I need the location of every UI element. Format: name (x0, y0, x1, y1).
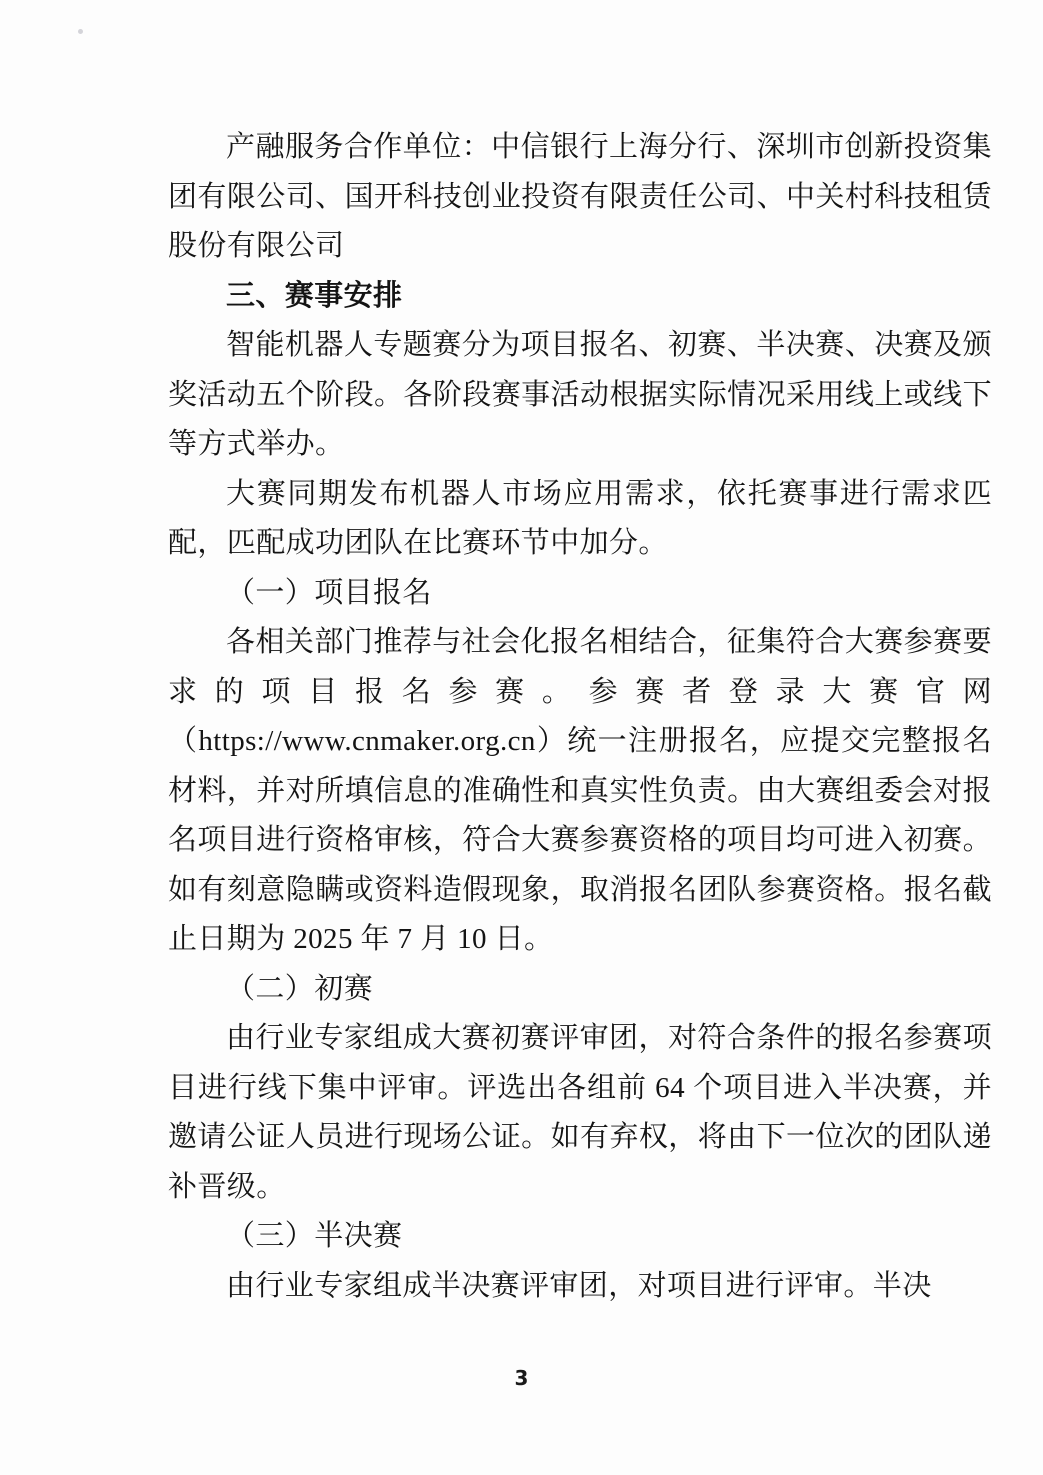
body-paragraph-registration: 各相关部门推荐与社会化报名相结合，征集符合大赛参赛要求的项目报名参赛。参赛者登录大赛官网（https://www.cnmaker.org.cn）统一注册报名，应提交完整报名材料，并对所填信息的准确性和真实性负责。由大赛组委会对报名项目进行资格审核，符合大赛参赛资格的项目均可进入初赛。如有刻意隐瞒或资料造假现象，取消报名团队参赛资格。报名截止日期为 2025 年 7 月 10 日。 (168, 626, 992, 955)
section-heading-3-event-arrangement: 三、赛事安排 (226, 279, 403, 312)
body-paragraph-semifinal: 由行业专家组成半决赛评审团，对项目进行评审。半决 (226, 1269, 932, 1302)
body-paragraph-finance-partners: 产融服务合作单位：中信银行上海分行、深圳市创新投资集团有限公司、国开科技创业投资有限责任公司、中关村科技租赁股份有限公司 (168, 131, 992, 262)
subsection-heading-2-preliminary: （二）初赛 (226, 972, 374, 1005)
subsection-heading-1-registration: （一）项目报名 (226, 576, 432, 609)
subsection-heading-3-semifinal: （三）半决赛 (226, 1220, 403, 1252)
body-paragraph-preliminary: 由行业专家组成大赛初赛评审团，对符合条件的报名参赛项目进行线下集中评审。评选出各组前 64 个项目进入半决赛，并邀请公证人员进行现场公证。如有弃权，将由下一位次的团队递补晋级。 (168, 1022, 992, 1203)
document-text-block (168, 123, 992, 1311)
scan-artifact-speck (78, 29, 83, 34)
body-paragraph-market-demand: 大赛同期发布机器人市场应用需求，依托赛事进行需求匹配，匹配成功团队在比赛环节中加分。 (168, 477, 992, 559)
page-number: 3 (514, 1366, 529, 1390)
body-paragraph-stages: 智能机器人专题赛分为项目报名、初赛、半决赛、决赛及颁奖活动五个阶段。各阶段赛事活动根据实际情况采用线上或线下等方式举办。 (168, 329, 992, 460)
